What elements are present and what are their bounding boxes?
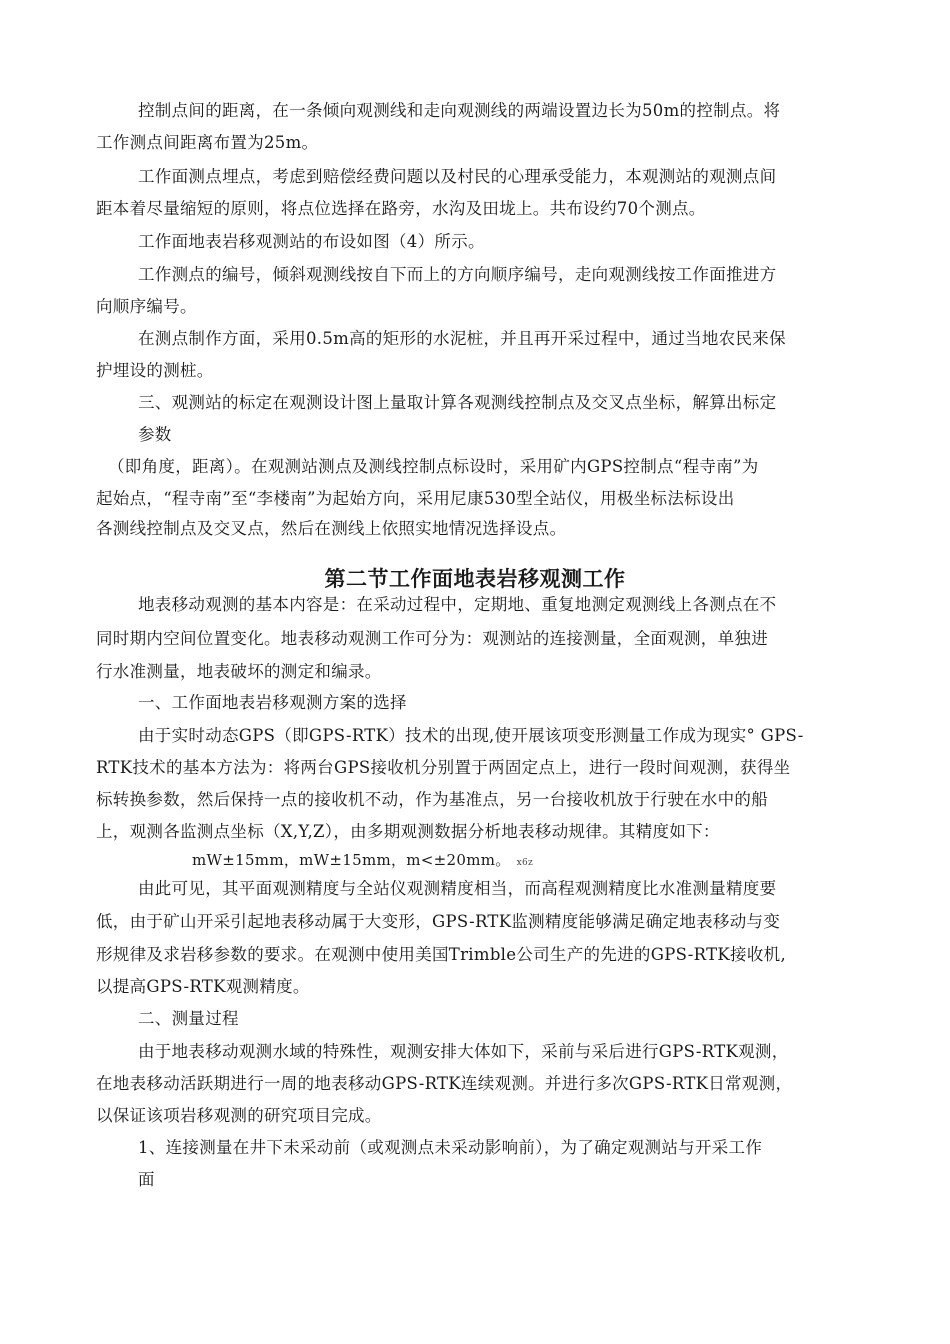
paragraph-line: 以保证该项岩移观测的研究项目完成。 — [96, 1106, 382, 1125]
paragraph-line: 工作测点间距离布置为25m。 — [96, 133, 319, 152]
precision-formula — [192, 849, 533, 874]
subsection-heading: 一、工作面地表岩移观测方案的选择 — [138, 693, 407, 712]
paragraph-line: 向顺序编号。 — [96, 297, 197, 316]
paragraph-line: 起始点，“程寺南”至“李楼南”为起始方向，采用尼康530型全站仪，用极坐标法标设出 — [96, 489, 735, 508]
paragraph-line: （即角度，距离）。在观测站测点及测线控制点标设时，采用矿内GPS控制点“程寺南”为 — [108, 457, 759, 476]
formula-text: mW±15mm，mW±15mm，m<±20mm。 — [192, 851, 511, 869]
paragraph-line: 控制点间的距离，在一条倾向观测线和走向观测线的两端设置边长为50m的控制点。将 — [138, 101, 781, 120]
paragraph-line: 距本着尽量缩短的原则，将点位选择在路旁，水沟及田垅上。共布设约70个测点。 — [96, 199, 706, 218]
paragraph-line: 同时期内空间位置变化。地表移动观测工作可分为：观测站的连接测量，全面观测，单独进 — [96, 629, 768, 648]
paragraph-line: 工作面地表岩移观测站的布设如图（4）所示。 — [138, 232, 485, 251]
paragraph-line: 各测线控制点及交叉点，然后在测线上依照实地情况选择设点。 — [96, 519, 567, 538]
paragraph-line: 行水准测量，地表破坏的测定和编录。 — [96, 662, 382, 681]
section-heading: 三、观测站的标定在观测设计图上量取计算各观测线控制点及交叉点坐标，解算出标定 — [138, 393, 777, 412]
paragraph-line: 1、连接测量在井下未采动前（或观测点未采动影响前），为了确定观测站与开采工作 — [138, 1138, 763, 1157]
paragraph-line: 由此可见，其平面观测精度与全站仪观测精度相当，而高程观测精度比水准测量精度要 — [138, 879, 777, 898]
paragraph-line: 标转换参数，然后保持一点的接收机不动，作为基准点，另一台接收机放于行驶在水中的船 — [96, 790, 768, 809]
paragraph-line: 地表移动观测的基本内容是：在采动过程中，定期地、重复地测定观测线上各测点在不 — [138, 595, 777, 614]
paragraph-line: RTK技术的基本方法为：将两台GPS接收机分别置于两固定点上，进行一段时间观测，获得坐 — [96, 758, 791, 777]
paragraph-line: 工作面测点埋点，考虑到赔偿经费问题以及村民的心理承受能力，本观测站的观测点间 — [138, 167, 777, 186]
paragraph-line: 在测点制作方面，采用0.5m高的矩形的水泥桩，并且再开采过程中，通过当地农民来保 — [138, 329, 786, 348]
paragraph-line: 护埋设的测桩。 — [96, 361, 214, 380]
paragraph-line: 上，观测各监测点坐标（X,Y,Z），由多期观测数据分析地表移动规律。其精度如下： — [96, 822, 720, 841]
paragraph-line: 在地表移动活跃期进行一周的地表移动GPS-RTK连续观测。并进行多次GPS-RTK日常观测， — [96, 1074, 793, 1093]
paragraph-line: 形规律及求岩移参数的要求。在观测中使用美国Trimble公司生产的先进的GPS-RTK接收机, — [96, 945, 786, 964]
paragraph-line: 由于实时动态GPS（即GPS-RTK）技术的出现,使开展该项变形测量工作成为现实° GPS- — [138, 726, 804, 745]
paragraph-line: 面 — [138, 1170, 155, 1189]
paragraph-line: 参数 — [138, 425, 172, 444]
formula-subscript: x6z — [516, 858, 534, 868]
paragraph-line: 由于地表移动观测水域的特殊性，观测安排大体如下，采前与采后进行GPS-RTK观测， — [138, 1042, 789, 1061]
paragraph-line: 以提高GPS-RTK观测精度。 — [96, 977, 310, 996]
subsection-heading: 二、测量过程 — [138, 1009, 239, 1028]
paragraph-line: 低，由于矿山开采引起地表移动属于大变形，GPS-RTK监测精度能够满足确定地表移动与变 — [96, 912, 781, 931]
paragraph-line: 工作测点的编号，倾斜观测线按自下而上的方向顺序编号，走向观测线按工作面推进方 — [138, 265, 777, 284]
chapter-section-title: 第二节工作面地表岩移观测工作 — [324, 567, 626, 592]
